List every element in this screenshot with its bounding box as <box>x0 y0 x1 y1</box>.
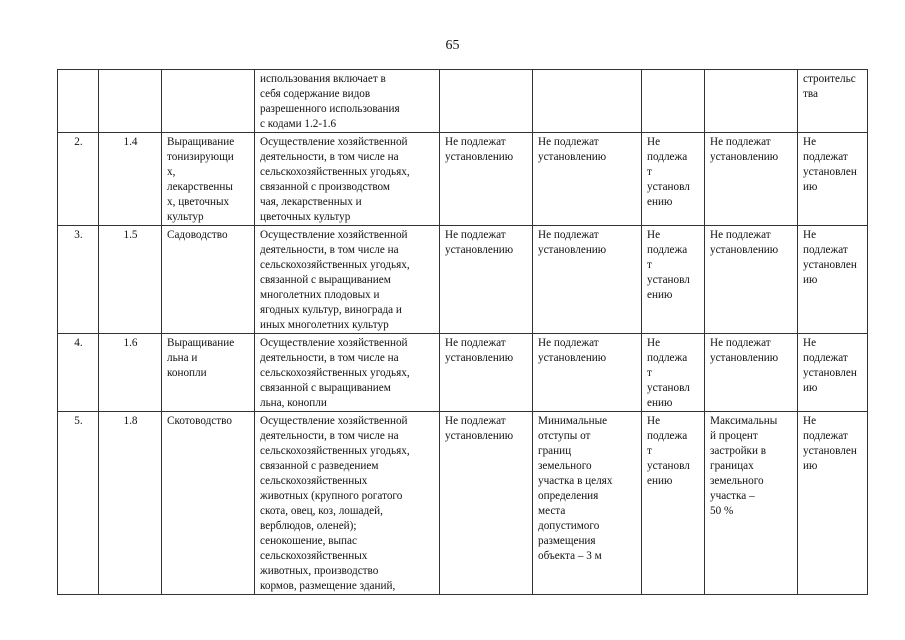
table-row <box>58 226 868 334</box>
cell-c6: Минимальные отступы от границ земельного участка в целях определения места допустимого размещения объекта – 3 м <box>533 412 642 595</box>
cell-c5: Не подлежат установлению <box>440 334 533 412</box>
cell-c7: Не подлежа т установл ению <box>642 226 705 334</box>
cell-c6: Не подлежат установлению <box>533 133 642 226</box>
cell-c5: Не подлежат установлению <box>440 133 533 226</box>
cell-c5 <box>440 70 533 133</box>
cell-c7: Не подлежа т установл ению <box>642 412 705 595</box>
cell-c5: Не подлежат установлению <box>440 412 533 595</box>
cell-description: Осуществление хозяйственной деятельности, в том числе на сельскохозяйственных угодьях, связанной с выращиванием льна, конопли <box>255 334 440 412</box>
cell-c9: Не подлежат установлен ию <box>798 412 868 595</box>
cell-c9: строительс тва <box>798 70 868 133</box>
cell-c8: Максимальны й процент застройки в границах земельного участка – 50 % <box>705 412 798 595</box>
cell-c8: Не подлежат установлению <box>705 334 798 412</box>
cell-c7: Не подлежа т установл ению <box>642 334 705 412</box>
cell-description: Осуществление хозяйственной деятельности, в том числе на сельскохозяйственных угодьях, связанной с выращиванием многолетних плодовых и ягодных культур, винограда и иных многолетних культур <box>255 226 440 334</box>
cell-code: 1.4 <box>99 133 162 226</box>
cell-code: 1.6 <box>99 334 162 412</box>
table-row <box>58 133 868 226</box>
cell-code: 1.5 <box>99 226 162 334</box>
cell-c8 <box>705 70 798 133</box>
cell-c6 <box>533 70 642 133</box>
cell-c9: Не подлежат установлен ию <box>798 334 868 412</box>
cell-number: 2. <box>58 133 99 226</box>
cell-c7 <box>642 70 705 133</box>
table-row <box>58 412 868 595</box>
cell-c6: Не подлежат установлению <box>533 334 642 412</box>
cell-name: Выращивание тонизирующи х, лекарственны х, цветочных культур <box>162 133 255 226</box>
cell-name: Скотоводство <box>162 412 255 595</box>
table-row <box>58 70 868 133</box>
cell-number: 5. <box>58 412 99 595</box>
cell-number: 4. <box>58 334 99 412</box>
cell-c7: Не подлежа т установл ению <box>642 133 705 226</box>
cell-c8: Не подлежат установлению <box>705 226 798 334</box>
cell-description: Осуществление хозяйственной деятельности, в том числе на сельскохозяйственных угодьях, связанной с разведением сельскохозяйственных животных (крупного рогатого скота, овец, коз, лошадей, верблюдов, оленей); сенокошение, выпас сельскохозяйственных животных, производство кормов, размещение зданий, <box>255 412 440 595</box>
table-row <box>58 334 868 412</box>
cell-c5: Не подлежат установлению <box>440 226 533 334</box>
cell-number <box>58 70 99 133</box>
page-number: 65 <box>445 38 460 53</box>
cell-description: Осуществление хозяйственной деятельности, в том числе на сельскохозяйственных угодьях, связанной с производством чая, лекарственных и цветочных культур <box>255 133 440 226</box>
cell-description: использования включает в себя содержание видов разрешенного использования с кодами 1.2-1.6 <box>255 70 440 133</box>
cell-name <box>162 70 255 133</box>
cell-name: Садоводство <box>162 226 255 334</box>
cell-c9: Не подлежат установлен ию <box>798 226 868 334</box>
land-use-table <box>57 69 868 595</box>
cell-code: 1.8 <box>99 412 162 595</box>
cell-code <box>99 70 162 133</box>
cell-c6: Не подлежат установлению <box>533 226 642 334</box>
cell-c9: Не подлежат установлен ию <box>798 133 868 226</box>
cell-c8: Не подлежат установлению <box>705 133 798 226</box>
cell-number: 3. <box>58 226 99 334</box>
cell-name: Выращивание льна и конопли <box>162 334 255 412</box>
